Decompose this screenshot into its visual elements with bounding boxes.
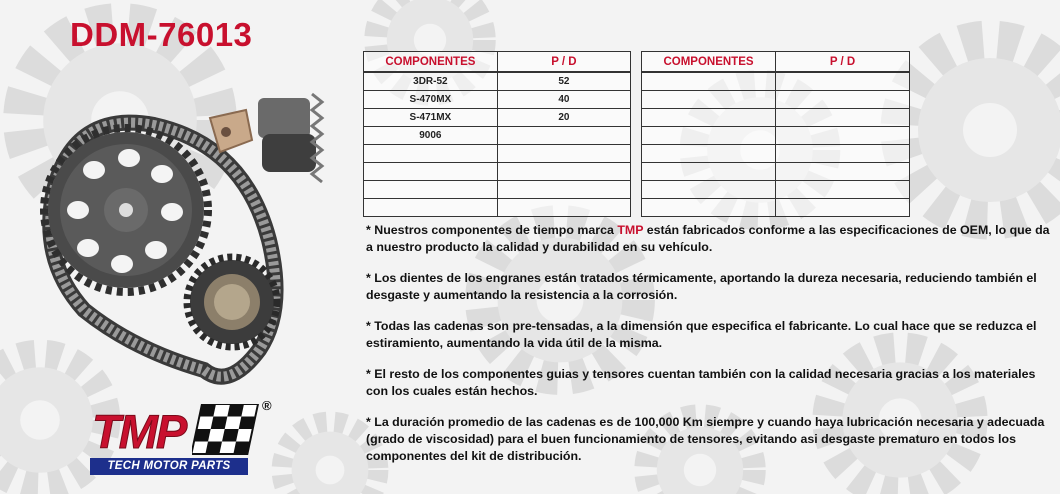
component-cell [642,163,776,181]
description-paragraph: * La duración promedio de las cadenas es de 100,000 Km siempre y cuando haya lubricación necesaria y adecuada (grado de viscosidad) para el buen funcionamiento de tensores, evitando asi desgaste prematuro en todos los componentes del kit de distribución. [366,415,1045,463]
table-header-row [364,52,631,73]
header-pd: P / D [776,52,910,73]
timing-chain-kit-illustration [14,70,354,400]
description-paragraph: * Nuestros componentes de tiempo marca TMP están fabricados conforme a las especificaciones de OEM, lo que da a nuestro producto la calidad y durabilidad en su vehículo. [366,223,1050,254]
component-cell [642,127,776,145]
pd-cell [776,127,910,145]
part-number-title: DDM-76013 [70,16,253,53]
table-row [364,181,631,199]
pd-cell [776,109,910,127]
component-cell [642,199,776,217]
header-pd: P / D [497,52,630,73]
pd-cell [776,72,910,91]
components-table-right [641,51,910,217]
pd-cell: 40 [497,91,630,109]
table-row [642,72,910,91]
pd-cell [776,163,910,181]
component-cell: 3DR-52 [364,72,498,91]
pd-cell [776,91,910,109]
component-cell: S-470MX [364,91,498,109]
component-cell: S-471MX [364,109,498,127]
table-row [642,127,910,145]
table-header-row [642,52,910,73]
component-cell [364,163,498,181]
table-row [364,127,631,145]
component-cell [642,145,776,163]
component-cell: 9006 [364,127,498,145]
table-row [364,72,631,91]
component-cell [642,72,776,91]
table-row [364,109,631,127]
table-row [642,91,910,109]
table-row [642,199,910,217]
logo-wordmark: TMP [92,405,186,458]
table-row [364,199,631,217]
brand-name: TMP [617,223,644,237]
header-componentes: COMPONENTES [364,52,498,73]
pd-cell [497,127,630,145]
pd-cell: 20 [497,109,630,127]
product-description [366,222,1056,479]
pd-cell [776,199,910,217]
table-row [642,163,910,181]
table-row [364,91,631,109]
components-table-left [363,51,631,217]
component-cell [642,109,776,127]
pd-cell [497,181,630,199]
component-cell [364,199,498,217]
pd-cell: 52 [497,72,630,91]
table-row [364,163,631,181]
pd-cell [776,145,910,163]
component-cell [642,181,776,199]
component-cell [364,145,498,163]
table-row [364,145,631,163]
table-row [642,181,910,199]
pd-cell [497,163,630,181]
table-row [642,145,910,163]
pd-cell [497,145,630,163]
pd-cell [776,181,910,199]
pd-cell [497,199,630,217]
component-cell [364,181,498,199]
checkered-flag-icon [192,404,260,456]
description-paragraph: * Los dientes de los engranes están tratados térmicamente, aportando la dureza necesaria, reduciendo también el desgaste y aumentando la resistencia a la corrosión. [366,271,1037,302]
tmp-logo [88,398,284,478]
logo-tagline: TECH MOTOR PARTS [90,458,248,475]
description-paragraph: * El resto de los componentes guias y tensores cuentan también con la calidad necesaria gracias a los materiales con los cuales están hechos. [366,367,1036,398]
component-cell [642,91,776,109]
registered-mark: ® [262,398,272,413]
table-row [642,109,910,127]
header-componentes: COMPONENTES [642,52,776,73]
description-paragraph: * Todas las cadenas son pre-tensadas, a la dimensión que especifica el fabricante. Lo cual hace que se reduzca el estiramiento, aumentando la vida útil de la misma. [366,319,1037,350]
